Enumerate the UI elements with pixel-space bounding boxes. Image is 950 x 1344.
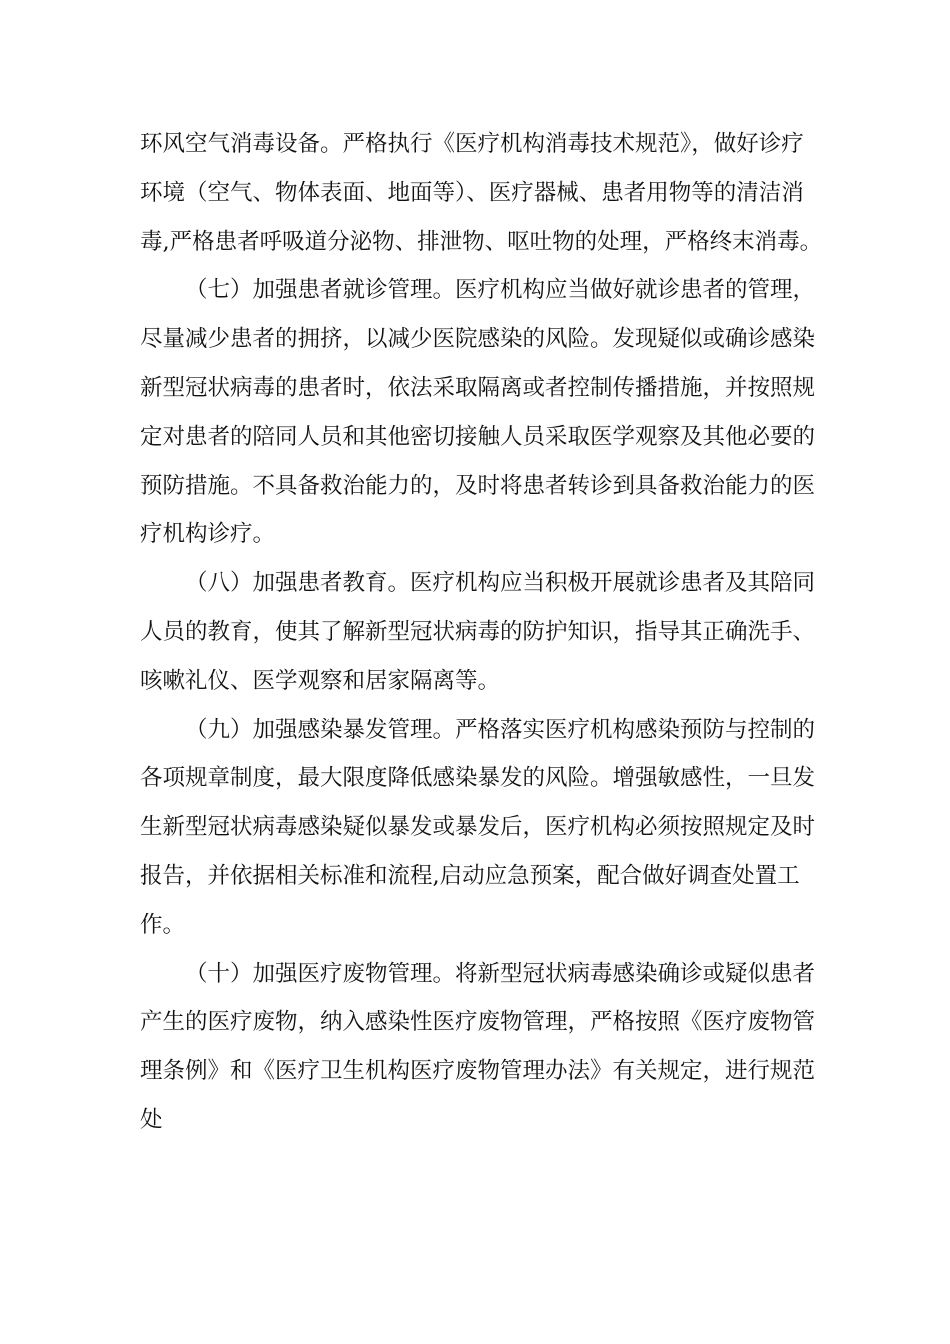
text-line: 理条例》和《医疗卫生机构医疗废物管理办法》有关规定，进行规范 bbox=[140, 1058, 816, 1085]
text-line: 尽量减少患者的拥挤，以减少医院感染的风险。发现疑似或确诊感染 bbox=[140, 326, 816, 353]
text-line: 新型冠状病毒的患者时，依法采取隔离或者控制传播措施，并按照规 bbox=[140, 374, 816, 401]
text-line: 生新型冠状病毒感染疑似暴发或暴发后，医疗机构必须按照规定及时 bbox=[140, 814, 816, 841]
text-line: 作。 bbox=[140, 911, 186, 938]
text-line: 咳嗽礼仪、医学观察和居家隔离等。 bbox=[140, 667, 501, 694]
text-line: 人员的教育，使其了解新型冠状病毒的防护知识，指导其正确洗手、 bbox=[140, 618, 816, 645]
paragraph-9-start: （九）加强感染暴发管理。严格落实医疗机构感染预防与控制的 bbox=[185, 716, 816, 743]
text-line: 报告，并依据相关标准和流程,启动应急预案，配合做好调查处置工 bbox=[140, 862, 800, 889]
body-text bbox=[140, 120, 830, 1145]
text-line: 疗机构诊疗。 bbox=[140, 521, 276, 548]
text-line: 预防措施。不具备救治能力的，及时将患者转诊到具备救治能力的医 bbox=[140, 472, 816, 499]
text-line: 定对患者的陪同人员和其他密切接触人员采取医学观察及其他必要的 bbox=[140, 423, 816, 450]
text-line: 环境（空气、物体表面、地面等）、医疗器械、患者用物等的清洁消 bbox=[140, 179, 804, 206]
text-line: 处 bbox=[140, 1106, 163, 1133]
paragraph-7-start: （七）加强患者就诊管理。医疗机构应当做好就诊患者的管理， bbox=[185, 277, 816, 304]
text-line: 各项规章制度，最大限度降低感染暴发的风险。增强敏感性，一旦发 bbox=[140, 765, 816, 792]
text-line: 环风空气消毒设备。严格执行《医疗机构消毒技术规范》，做好诊疗 bbox=[140, 131, 804, 157]
text-line: 毒,严格患者呼吸道分泌物、排泄物、呕吐物的处理，严格终末消毒。 bbox=[140, 228, 823, 255]
paragraph-8-start: （八）加强患者教育。医疗机构应当积极开展就诊患者及其陪同 bbox=[185, 570, 816, 597]
text-line: 产生的医疗废物，纳入感染性医疗废物管理，严格按照《医疗废物管 bbox=[140, 1009, 816, 1036]
paragraph-10-start: （十）加强医疗废物管理。将新型冠状病毒感染确诊或疑似患者 bbox=[185, 960, 816, 987]
